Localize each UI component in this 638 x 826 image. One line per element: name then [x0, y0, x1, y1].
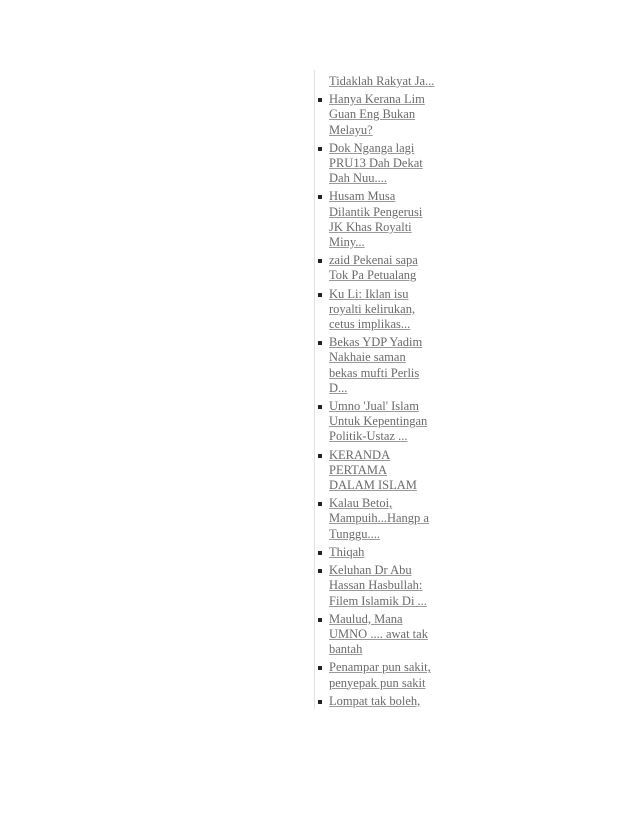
bullet-icon	[318, 502, 322, 506]
post-link[interactable]: Lompat tak boleh,	[329, 693, 421, 708]
list-item	[315, 253, 435, 283]
bullet-icon	[318, 195, 322, 199]
bullet-icon	[318, 618, 322, 622]
bullet-icon	[318, 98, 322, 102]
bullet-icon	[318, 293, 322, 297]
post-link[interactable]: Keluhan Dr Abu Hassan Hasbullah: Filem Islamik Di ...	[329, 563, 427, 608]
post-link[interactable]: Thiqah	[329, 544, 365, 559]
list-item	[315, 448, 435, 494]
list-item	[315, 694, 435, 709]
post-list	[315, 92, 435, 709]
bullet-icon	[318, 405, 322, 409]
list-item	[315, 92, 435, 138]
post-link[interactable]: KERANDA PERTAMA DALAM ISLAM	[329, 447, 417, 493]
blog-archive-sidebar	[314, 70, 435, 709]
post-link[interactable]: Kalau Betoi, Mampuih...Hangp a Tunggu....	[329, 496, 429, 541]
list-item	[315, 545, 435, 560]
list-item	[315, 189, 435, 250]
post-link-continued[interactable]: Tidaklah Rakyat Ja...	[329, 74, 435, 88]
list-item	[315, 335, 435, 396]
post-link[interactable]: Bekas YDP Yadim Nakhaie saman bekas mufti Perlis D...	[329, 335, 423, 395]
list-item	[315, 563, 435, 609]
bullet-icon	[318, 666, 322, 670]
bullet-icon	[318, 341, 322, 345]
list-item	[315, 612, 435, 658]
post-link[interactable]: Husam Musa Dilantik Pengerusi JK Khas Royalti Miny...	[329, 189, 423, 250]
bullet-icon	[318, 551, 322, 555]
post-link[interactable]: Ku Li: Iklan isu royalti kelirukan, cetus implikas...	[329, 286, 416, 332]
post-link[interactable]: Umno 'Jual' Islam Untuk Kepentingan Politik-Ustaz ...	[329, 399, 428, 444]
list-item	[315, 287, 435, 333]
list-item	[315, 496, 435, 542]
bullet-icon	[318, 569, 322, 573]
list-item	[315, 660, 435, 690]
list-item	[315, 141, 435, 187]
post-link[interactable]: zaid Pekenai sapa Tok Pa Petualang	[329, 253, 418, 283]
bullet-icon	[318, 454, 322, 458]
bullet-icon	[318, 147, 322, 151]
post-link[interactable]: Hanya Kerana Lim Guan Eng Bukan Melayu?	[329, 92, 425, 137]
list-item	[315, 399, 435, 445]
post-link[interactable]: Maulud, Mana UMNO .... awat tak bantah	[329, 611, 428, 657]
bullet-icon	[318, 700, 322, 704]
post-link[interactable]: Dok Nganga lagi PRU13 Dah Dekat Dah Nuu....	[329, 140, 423, 186]
post-link[interactable]: Penampar pun sakit, penyepak pun sakit	[329, 660, 431, 690]
bullet-icon	[318, 259, 322, 263]
